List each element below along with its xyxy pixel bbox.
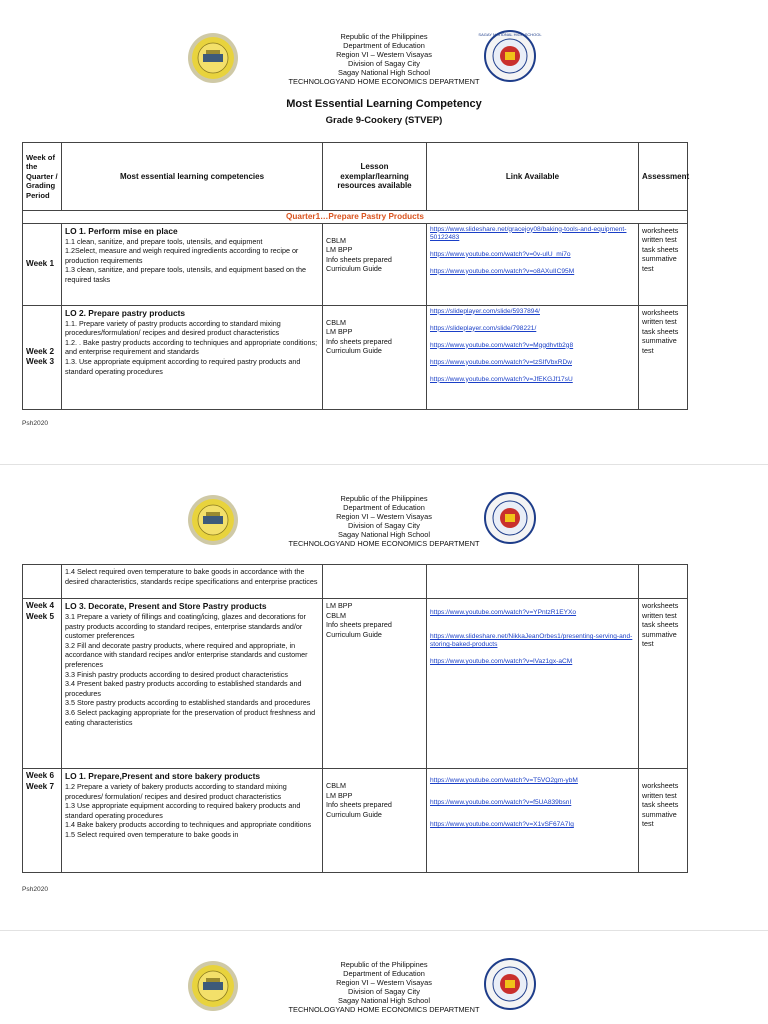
header-line: Region VI – Western Visayas xyxy=(336,978,432,987)
resource-link[interactable]: https://www.youtube.com/watch?v=JfEKGJf17sU xyxy=(430,375,573,383)
assessment-item: task sheets xyxy=(642,800,679,810)
header-line: Division of Sagay City xyxy=(348,521,420,530)
resource-link[interactable]: https://www.youtube.com/watch?v=lVaz1gx-aCM xyxy=(430,658,573,665)
week-label: Week 4 Week 5 xyxy=(23,599,62,769)
resource-link[interactable]: https://www.youtube.com/watch?v=0v-uIU_mi7o xyxy=(430,250,571,258)
resources-cell xyxy=(323,565,427,599)
competency-item: 1.4 Bake bakery products according to techniques and appropriate conditions xyxy=(65,820,312,830)
competency-item: 1.3. Use appropriate equipment according to required pastry products and standard operating procedures xyxy=(65,356,301,376)
resources-cell xyxy=(323,769,427,873)
assessment-item: summative test xyxy=(642,809,677,829)
page-footer: Psh2020 xyxy=(22,886,49,893)
header-line: Division of Sagay City xyxy=(348,987,420,996)
competency-item: 1.1. Prepare variety of pastry products according to standard mixing procedures/formulation/ recipes and desired product characteristics xyxy=(65,318,281,338)
competency-item: 1.2. . Bake pastry products according to techniques and appropriate conditions; and enterprise requirement and standards xyxy=(65,337,318,357)
resource-link[interactable]: https://www.youtube.com/watch?v=X1vSF67A7Ig xyxy=(430,821,574,828)
deped-seal-icon xyxy=(187,960,239,1012)
col-header-resources: Lesson exemplar/learning resources available xyxy=(323,143,427,211)
resource-link[interactable]: https://www.slideshare.net/gracejoy08/baking-tools-and-equipment-50122483 xyxy=(430,225,627,241)
lo-title: LO 1. Perform mise en place xyxy=(65,225,178,236)
resource-item: CBLM xyxy=(326,317,346,327)
competency-item: 1.2 Prepare a variety of bakery products according to standard mixing procedures/ formulation/ recipes and desired product characteristics xyxy=(65,782,287,801)
resource-item: LM BPP xyxy=(326,327,353,337)
assessment-item: worksheets xyxy=(642,601,679,610)
competency-item: 1.3 clean, sanitize, and prepare tools, utensils, and equipment based on the required tasks xyxy=(65,265,306,284)
resources-cell xyxy=(323,599,427,769)
competency-item: 1.3 Use appropriate equipment according to required bakery products and standard operating procedures xyxy=(65,801,301,820)
header-line: Sagay National High School xyxy=(337,68,431,77)
header-line: Department of Education xyxy=(343,969,425,978)
table-row xyxy=(23,223,688,305)
school-seal-icon xyxy=(478,28,542,84)
week-label: Week 1 xyxy=(23,223,62,305)
assessment-cell xyxy=(639,599,688,769)
assessment-item: written test xyxy=(642,610,677,620)
header-line: Republic of the Philippines xyxy=(340,32,428,41)
week-label: Week 6 Week 7 xyxy=(23,769,62,873)
header-line: Division of Sagay City xyxy=(348,59,420,68)
competency-table-page1 xyxy=(22,142,688,410)
school-seal-icon xyxy=(484,490,536,546)
page-footer: Psh2020 xyxy=(22,420,49,427)
competency-table-page2 xyxy=(22,564,688,873)
assessment-item: summative test xyxy=(642,336,677,355)
lo-title: LO 3. Decorate, Present and Store Pastry products xyxy=(65,601,267,611)
resource-link[interactable]: https://www.youtube.com/watch?v=YPntzR1EYXo xyxy=(430,609,577,616)
assessment-item: task sheets xyxy=(642,620,679,630)
lo-title: LO 2. Prepare pastry products xyxy=(65,307,186,318)
resource-item: CBLM xyxy=(326,235,346,245)
col-header-link: Link Available xyxy=(427,143,639,211)
resources-cell xyxy=(323,223,427,305)
resource-item: Info sheets prepared xyxy=(326,800,392,810)
assessment-item: summative test xyxy=(642,629,677,649)
header-line: Region VI – Western Visayas xyxy=(336,512,432,521)
resource-link[interactable]: https://www.youtube.com/watch?v=T5VO2gm-ybM xyxy=(430,777,578,784)
header-line: Department of Education xyxy=(343,41,425,50)
assessment-cell xyxy=(639,565,688,599)
resource-link[interactable]: https://www.youtube.com/watch?v=o8AXuIIC95M xyxy=(430,267,575,275)
page3-header xyxy=(0,960,768,1022)
page1-header xyxy=(0,32,768,94)
competency-item: 1.5 Select required oven temperature to bake goods in xyxy=(65,829,239,839)
resource-item: Curriculum Guide xyxy=(326,629,382,639)
table-row xyxy=(23,565,688,599)
resource-link[interactable]: https://slideplayer.com/slide/798221/ xyxy=(430,324,537,332)
header-line: TECHNOLOGYAND HOME ECONOMICS DEPARTMENT xyxy=(288,77,480,86)
assessment-item: written test xyxy=(642,235,677,245)
links-cell xyxy=(427,769,639,873)
assessment-item: task sheets xyxy=(642,326,679,336)
competency-cell xyxy=(62,769,323,873)
resource-item: CBLM xyxy=(326,610,346,620)
resource-link[interactable]: https://slideplayer.com/slide/5937894/ xyxy=(430,307,540,315)
doc-title: Most Essential Learning Competency xyxy=(286,98,482,110)
assessment-cell xyxy=(639,305,688,409)
links-cell xyxy=(427,565,639,599)
assessment-cell xyxy=(639,223,688,305)
resource-item: CBLM xyxy=(326,781,346,790)
deped-seal-icon xyxy=(187,494,239,546)
assessment-item: worksheets xyxy=(642,225,679,235)
lo-title: LO 1. Prepare,Present and store bakery products xyxy=(65,771,261,781)
resource-item: Curriculum Guide xyxy=(326,264,382,274)
header-line: TECHNOLOGYAND HOME ECONOMICS DEPARTMENT xyxy=(288,1005,480,1014)
header-line: Republic of the Philippines xyxy=(340,960,428,969)
competency-cell xyxy=(62,223,323,305)
col-header-assessment: Assessment xyxy=(639,143,688,211)
resource-item: Info sheets prepared xyxy=(326,336,392,346)
table-row xyxy=(23,305,688,409)
week-label: Week 2 Week 3 xyxy=(23,305,62,409)
competency-cell xyxy=(62,305,323,409)
assessment-item: worksheets xyxy=(642,307,679,317)
table-header-row xyxy=(23,143,688,211)
resource-item: Info sheets prepared xyxy=(326,254,392,264)
resource-link[interactable]: https://www.youtube.com/watch?v=tzSIfVbxRDw xyxy=(430,358,573,366)
header-line: Region VI – Western Visayas xyxy=(336,50,432,59)
quarter-row xyxy=(23,211,688,224)
resource-item: Curriculum Guide xyxy=(326,346,382,356)
table-row xyxy=(23,599,688,769)
assessment-item: written test xyxy=(642,790,677,800)
competency-item: 3.2 Fill and decorate pastry products, where required and appropriate, in accordance with standard recipes and/or enterprise standards and customer preferences xyxy=(65,640,308,669)
competency-item: 1.1 clean, sanitize, and prepare tools, utensils, and equipment xyxy=(65,236,263,246)
doc-subtitle: Grade 9-Cookery (STVEP) xyxy=(325,115,443,126)
header-line: Sagay National High School xyxy=(337,996,431,1005)
competency-cell xyxy=(62,599,323,769)
links-cell xyxy=(427,223,639,305)
links-cell xyxy=(427,599,639,769)
competency-item: 3.3 Finish pastry products according to desired product characteristics xyxy=(65,669,288,679)
competency-item: 1.4 Select required oven temperature to bake goods in accordance with the desired characteristics, standards recipe specifications and enterprise practices xyxy=(62,565,323,599)
quarter-label: Quarter1…Prepare Pastry Products xyxy=(23,211,688,224)
assessment-item: task sheets xyxy=(642,244,679,254)
header-line: Republic of the Philippines xyxy=(340,494,428,503)
resource-item: LM BPP xyxy=(326,245,353,255)
header-line: Sagay National High School xyxy=(337,530,431,539)
resource-item: Curriculum Guide xyxy=(326,809,382,819)
col-header-week: Week of the Quarter / Grading Period xyxy=(23,143,62,211)
resource-item: LM BPP xyxy=(326,601,353,610)
school-seal-icon xyxy=(484,956,536,1012)
competency-item: 3.6 Select packaging appropriate for the preservation of product freshness and eating characteristics xyxy=(65,707,316,727)
header-line: Department of Education xyxy=(343,503,425,512)
page-separator xyxy=(0,930,768,931)
assessment-item: written test xyxy=(642,317,677,327)
deped-seal-icon xyxy=(187,32,239,84)
resource-link[interactable]: https://www.youtube.com/watch?v=Mggdhvtb2g8 xyxy=(430,341,574,349)
header-line: TECHNOLOGYAND HOME ECONOMICS DEPARTMENT xyxy=(288,539,480,548)
resource-link[interactable]: https://www.slideshare.net/NikkaJeanOrbes1/presenting-serving-and-storing-baked-products xyxy=(430,633,633,648)
assessment-cell xyxy=(639,769,688,873)
competency-item: 1.2Select, measure and weigh required ingredients according to recipe or production requirements xyxy=(65,246,299,265)
page-separator xyxy=(0,464,768,465)
table-row xyxy=(23,769,688,873)
page2-header xyxy=(0,494,768,556)
resource-item: LM BPP xyxy=(326,790,353,800)
resource-link[interactable]: https://www.youtube.com/watch?v=f5UA839bsnI xyxy=(430,799,572,806)
assessment-item: summative test xyxy=(642,254,677,273)
links-cell xyxy=(427,305,639,409)
seal-lettering: SAGAY NATIONAL HIGH SCHOOL xyxy=(478,32,542,37)
assessment-item: worksheets xyxy=(642,781,679,790)
competency-item: 3.4 Present baked pastry products according to established standards and procedures xyxy=(65,679,302,698)
resource-item: Info sheets prepared xyxy=(326,620,392,630)
week-label-empty xyxy=(23,565,62,599)
resources-cell xyxy=(323,305,427,409)
competency-item: 3.1 Prepare a variety of fillings and coating/icing, glazes and decorations for pastry products according to standard recipes, enterprise standards and/or customer preferences xyxy=(65,612,306,641)
col-header-competencies: Most essential learning competencies xyxy=(62,143,323,211)
competency-item: 3.5 Store pastry products according to established standards and procedures xyxy=(65,698,311,708)
